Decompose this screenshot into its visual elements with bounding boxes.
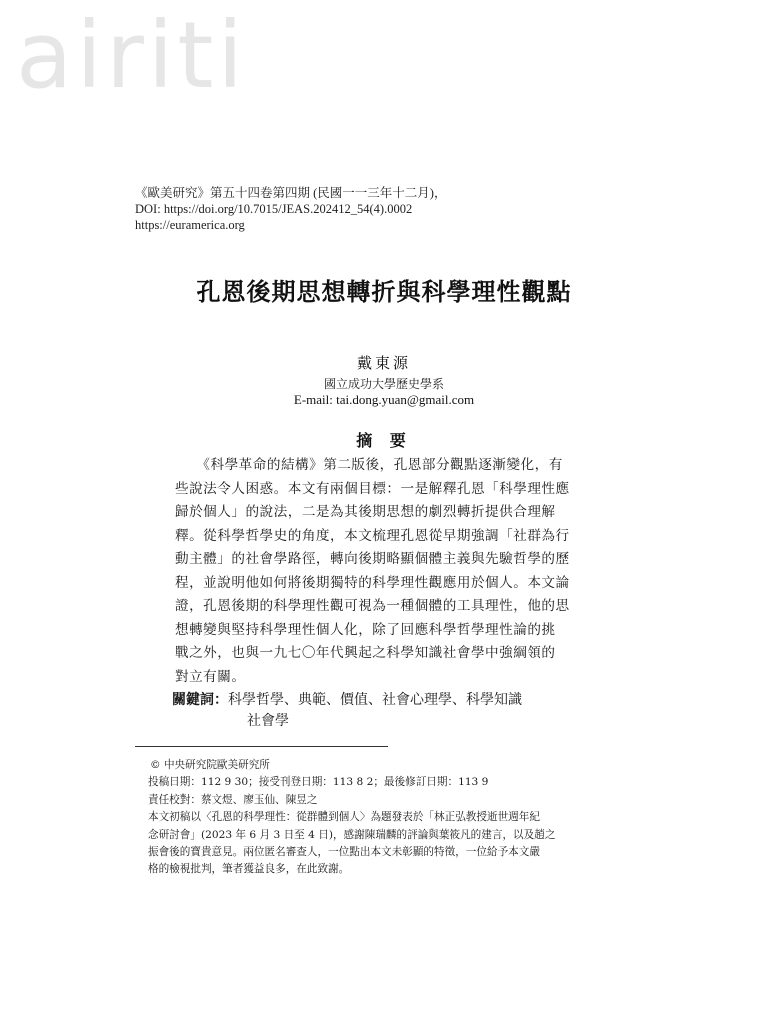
acknowledgement-line: 念研討會」(2023 年 6 月 3 日至 4 日)，感謝陳瑞麟的評論與葉筱凡的建言，以及趙之 bbox=[148, 828, 556, 841]
abstract-line: 想轉變與堅持科學理性個人化，除了回應科學哲學理性論的挑 bbox=[175, 621, 556, 638]
submission-dates: 投稿日期：112 9 30；接受刊登日期：113 8 2；最後修訂日期：113 9 bbox=[148, 776, 489, 789]
acknowledgement-line: 格的檢視批判，筆者獲益良多，在此致謝。 bbox=[148, 863, 350, 876]
copyright-notice: © 中央研究院歐美研究所 bbox=[150, 759, 270, 771]
abstract-line: 歸於個人」的說法，二是為其後期思想的劇烈轉折提供合理解 bbox=[175, 504, 556, 520]
keywords-block bbox=[172, 690, 522, 732]
author-email[interactable]: E-mail: tai.dong.yuan@gmail.com bbox=[293, 392, 475, 407]
airiti-watermark: airiti bbox=[16, 2, 247, 109]
abstract-line: 對立有關。 bbox=[175, 668, 246, 685]
doi-link[interactable]: DOI: https://doi.org/10.7015/JEAS.202412_54(4).0002 bbox=[135, 202, 413, 216]
acknowledgement-line: 本文初稿以〈孔恩的科學理性：從群體到個人〉為題發表於「林正弘教授逝世週年紀 bbox=[148, 811, 540, 824]
abstract-line: 證，孔恩後期的科學理性觀可視為一種個體的工具理性，他的思 bbox=[175, 598, 570, 614]
acknowledgement-line: 振會後的寶貴意見。兩位匿名審查人，一位點出本文未彰顯的特徵，一位給予本文嚴 bbox=[148, 846, 540, 859]
author-affiliation: 國立成功大學歷史學系 bbox=[323, 377, 444, 391]
abstract-line: 釋。從科學哲學史的角度，本文梳理孔恩從早期強調「社群為行 bbox=[175, 527, 570, 544]
abstract-line: 動主體」的社會學路徑，轉向後期略顯個體主義與先驗哲學的歷 bbox=[175, 551, 570, 567]
keywords-list-continued: 社會學 bbox=[247, 713, 289, 729]
footnote-divider bbox=[135, 746, 388, 747]
abstract-line: 些說法令人困惑。本文有兩個目標：一是解釋孔恩「科學理性應 bbox=[175, 480, 570, 497]
abstract-heading: 摘 要 bbox=[356, 431, 412, 450]
article-title: 孔恩後期思想轉折與科學理性觀點 bbox=[196, 277, 572, 306]
footnotes bbox=[148, 757, 555, 879]
journal-citation: 《歐美研究》第五十四卷第四期 (民國一一三年十二月)， bbox=[135, 186, 447, 200]
author-name: 戴東源 bbox=[356, 354, 411, 372]
abstract-body bbox=[175, 454, 635, 689]
keywords-label: 關鍵詞： bbox=[172, 692, 228, 708]
abstract-line: 《科學革命的結構》第二版後，孔恩部分觀點逐漸變化，有 bbox=[175, 457, 563, 473]
keywords-list: 科學哲學、典範、價值、社會心理學、科學知識 bbox=[228, 692, 522, 708]
proofreaders: 責任校對：蔡文煜、廖玉仙、陳昱之 bbox=[148, 793, 318, 806]
abstract-line: 程，並說明他如何將後期獨特的科學理性觀應用於個人。本文論 bbox=[175, 574, 570, 591]
abstract-line: 戰之外，也與一九七〇年代興起之科學知識社會學中強綱領的 bbox=[175, 645, 556, 661]
journal-url-link[interactable]: https://euramerica.org bbox=[135, 218, 245, 232]
journal-header bbox=[135, 185, 446, 233]
